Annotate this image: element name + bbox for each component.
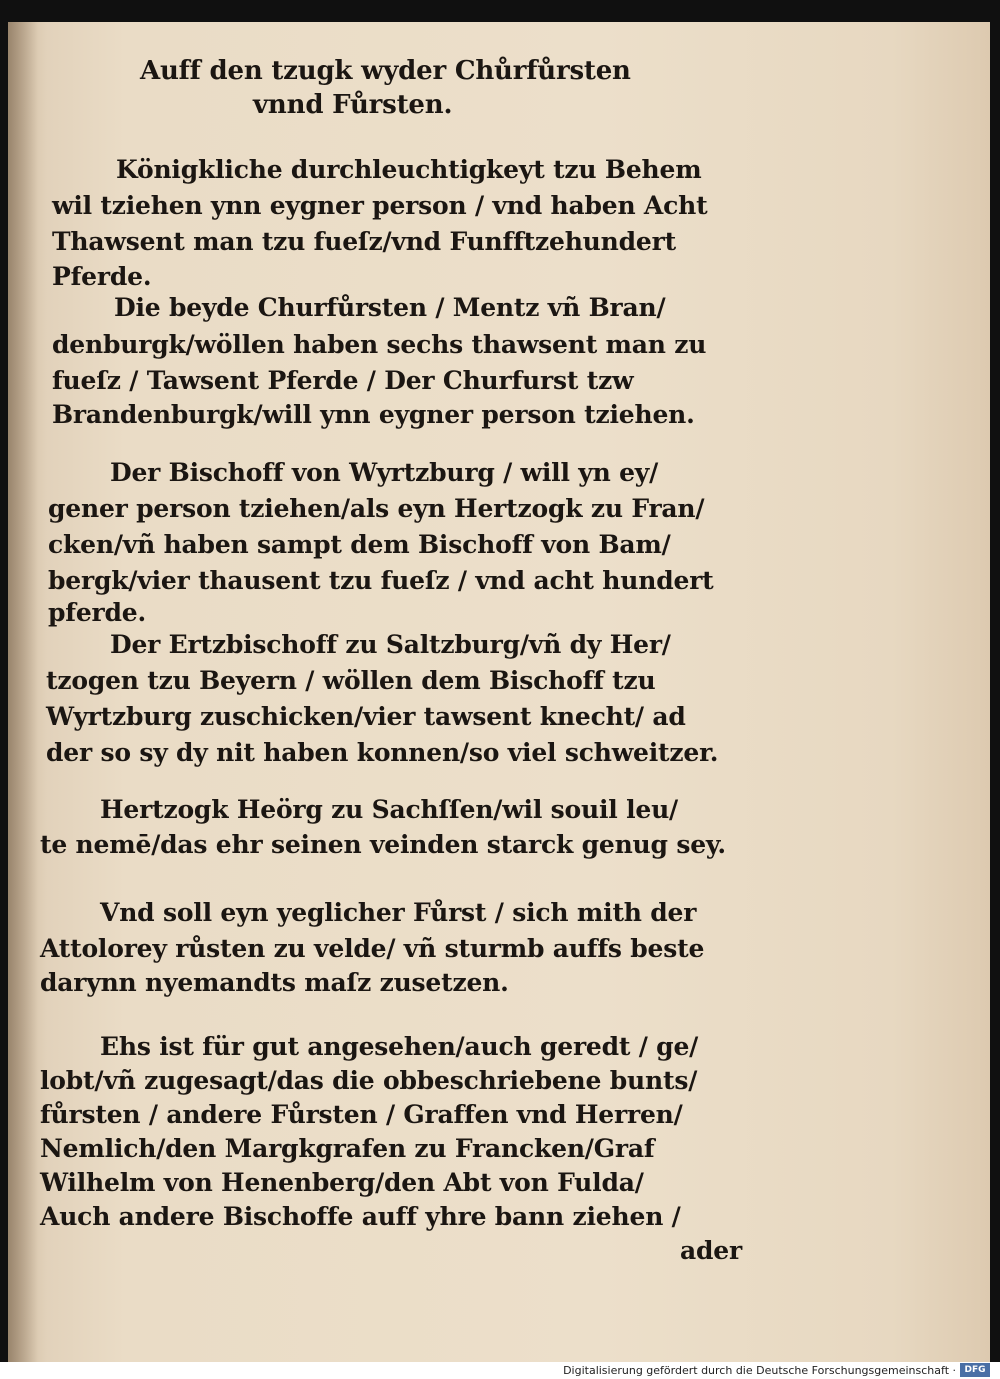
text-line: Nemlich/den Margkgrafen zu Francken/Graf	[40, 1134, 655, 1163]
text-line: tzogen tzu Beyern / wöllen dem Bischoff tzu	[46, 666, 656, 695]
text-line: fueſz / Tawsent Pferde / Der Churfurst tzw	[52, 366, 634, 395]
text-line: cken/vñ haben sampt dem Bischoff von Bam/	[48, 530, 671, 559]
catchword: ader	[680, 1236, 742, 1265]
text-line: Königkliche durchleuchtigkeyt tzu Behem	[116, 155, 702, 184]
text-line: Die beyde Churfůrsten / Mentz vñ Bran/	[114, 293, 666, 322]
text-line: darynn nyemandts maſz zusetzen.	[40, 968, 509, 997]
text-line: der so sy dy nit haben konnen/so viel schweitzer.	[46, 738, 719, 767]
text-line: bergk/vier thausent tzu fueſz / vnd acht hundert	[48, 566, 714, 595]
text-line: gener person tziehen/als eyn Hertzogk zu Fran/	[48, 494, 705, 523]
text-line: te nemē/das ehr seinen veinden starck genug sey.	[40, 830, 726, 859]
text-line: Hertzogk Heörg zu Sachſſen/wil souil leu/	[100, 795, 678, 824]
text-line: Brandenburgk/will ynn eygner person tziehen.	[52, 400, 695, 429]
text-line: wil tziehen ynn eygner person / vnd haben Acht	[52, 191, 708, 220]
text-line: Vnd soll eyn yeglicher Fůrst / sich mith der	[100, 898, 697, 927]
text-line: lobt/vñ zugesagt/das die obbeschriebene bunts/	[40, 1066, 698, 1095]
text-line: Der Ertzbischoff zu Saltzburg/vñ dy Her/	[110, 630, 671, 659]
text-line: Pferde.	[52, 262, 152, 291]
text-line: denburgk/wöllen haben sechs thawsent man zu	[52, 330, 707, 359]
text-line: Der Bischoff von Wyrtzburg / will yn ey/	[110, 458, 659, 487]
text-line: fůrsten / andere Fůrsten / Graffen vnd Herren/	[40, 1100, 683, 1129]
page-text	[40, 50, 760, 1290]
text-line: Auch andere Bischoffe auff yhre bann ziehen /	[40, 1202, 681, 1231]
text-line: Attolorey růsten zu velde/ vñ sturmb auffs beste	[40, 934, 705, 963]
dfg-logo: DFG	[960, 1363, 990, 1377]
text-line: Wyrtzburg zuschicken/vier tawsent knecht/ ad	[46, 702, 686, 731]
text-line: Ehs ist für gut angesehen/auch geredt / ge/	[100, 1032, 699, 1061]
text-line: pferde.	[48, 598, 147, 627]
page-heading-line: vnnd Fůrsten.	[253, 90, 453, 120]
text-line: Thawsent man tzu fueſz/vnd Funfftzehundert	[52, 227, 676, 256]
funding-credit: Digitalisierung gefördert durch die Deutsche Forschungsgemeinschaft ·	[563, 1364, 956, 1377]
text-line: Wilhelm von Henenberg/den Abt von Fulda/	[40, 1168, 644, 1197]
page-heading-line: Auff den tzugk wyder Chůrfůrsten	[140, 56, 631, 86]
page-gutter-shadow	[8, 22, 38, 1362]
